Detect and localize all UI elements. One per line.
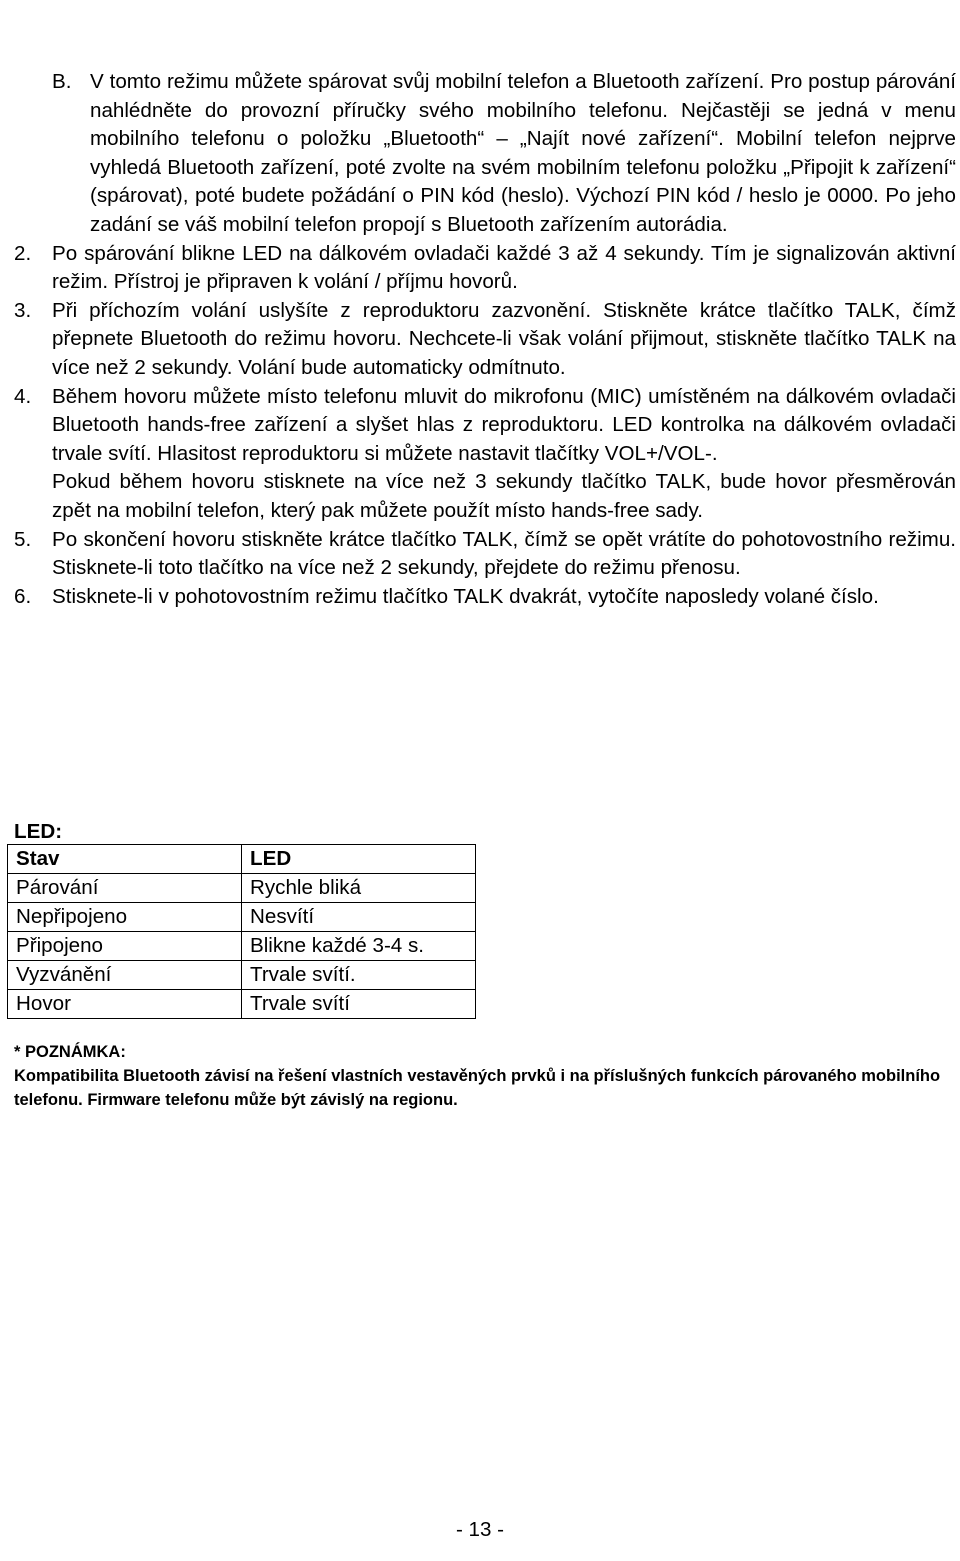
list-item-paragraph: Během hovoru můžete místo telefonu mluvit do mikrofonu (MIC) umístěném na dálkovém ovladači Bluetooth hands-free zařízení a slyšet hlas z reproduktoru. LED kontrolka na dálkovém ovladači trvale svítí. Hlasitost reproduktoru si můžete nastavit tlačítky VOL+/VOL-. [52,384,956,465]
table-cell: Trvale svítí. [242,961,476,990]
list-item-number: 4. [14,384,32,408]
list-item-body [52,383,956,526]
list-item-body [52,583,956,612]
table-cell: Vyzvánění [8,961,242,990]
table-cell: Rychle bliká [242,874,476,903]
table-cell: Nesvítí [242,903,476,932]
list-item-number: 3. [14,298,32,322]
list-item-3 [14,297,956,383]
table-cell: Nepřipojeno [8,903,242,932]
table-cell: Hovor [8,990,242,1019]
list-item-4 [14,383,956,526]
list-item-paragraph: Po skončení hovoru stiskněte krátce tlačítko TALK, čímž se opět vrátíte do pohotovostního režimu. Stisknete-li toto tlačítko na více než 2 sekundy, přejdete do režimu přenosu. [52,527,956,580]
list-item-body [90,68,956,240]
note-text: Kompatibilita Bluetooth závisí na řešení vlastních vestavěných prvků i na příslušných funkcích párovaného mobilního telefonu. Firmware telefonu může být závislý na regionu. [14,1067,941,1109]
table-row [8,903,476,932]
list-item-paragraph: Pokud během hovoru stisknete na více než 3 sekundy tlačítko TALK, bude hovor přesměrován zpět na mobilní telefon, který pak můžete použít místo hands-free sady. [52,470,956,522]
list-item-body [52,297,956,383]
list-item-5 [14,526,956,583]
led-section-heading: LED: [14,820,63,843]
list-item-body [52,526,956,583]
led-status-table [7,844,476,1019]
table-row [8,874,476,903]
table-header-row [8,845,476,874]
list-item-paragraph: Stisknete-li v pohotovostním režimu tlačítko TALK dvakrát, vytočíte naposledy volané číslo. [52,584,879,608]
table-cell: Připojeno [8,932,242,961]
table-row [8,961,476,990]
list-item-6 [14,583,956,612]
list-item-b [14,68,956,240]
list-item-2 [14,240,956,297]
table-row [8,990,476,1019]
list-item-paragraph: Po spárování blikne LED na dálkovém ovladači každé 3 až 4 sekundy. Tím je signalizován aktivní režim. Přístroj je připraven k volání / příjmu hovorů. [52,241,956,294]
table-cell: Trvale svítí [242,990,476,1019]
compatibility-note [14,1040,960,1112]
list-item-number: 5. [14,527,32,551]
table-header-cell: Stav [8,845,242,874]
table-row [8,932,476,961]
list-item-number: 2. [14,241,32,265]
table-header-cell: LED [242,845,476,874]
page-number: - 13 - [455,1518,505,1541]
table-cell: Blikne každé 3-4 s. [242,932,476,961]
list-item-paragraph: Při příchozím volání uslyšíte z reproduktoru zazvonění. Stiskněte krátce tlačítko TALK, čímž přepnete Bluetooth do režimu hovoru. Nechcete-li však volání přijmout, stiskněte tlačítko TALK na více než 2 sekundy. Volání bude automaticky odmítnuto. [52,298,956,379]
list-item-paragraph: V tomto režimu můžete spárovat svůj mobilní telefon a Bluetooth zařízení. Pro postup párování nahlédněte do provozní příručky svého mobilního telefonu. Nejčastěji se jedná v menu mobilního telefonu o položku „Bluetooth“ – „Najít nové zařízení“. Mobilní telefon nejprve vyhledá Bluetooth zařízení, poté zvolte na svém mobilním telefonu položku „Připojit k zařízení“ (spárovat), poté budete požádání o PIN kód (heslo). Výchozí PIN kód / heslo je 0000. Po jeho zadání se váš mobilní telefon propojí s Bluetooth zařízením autorádia. [90,70,956,236]
table-cell: Párování [8,874,242,903]
list-item-number: B. [52,70,72,93]
list-item-number: 6. [14,584,32,608]
note-title: * POZNÁMKA: [14,1043,126,1061]
list-item-body [52,240,956,297]
instruction-list [14,68,956,611]
